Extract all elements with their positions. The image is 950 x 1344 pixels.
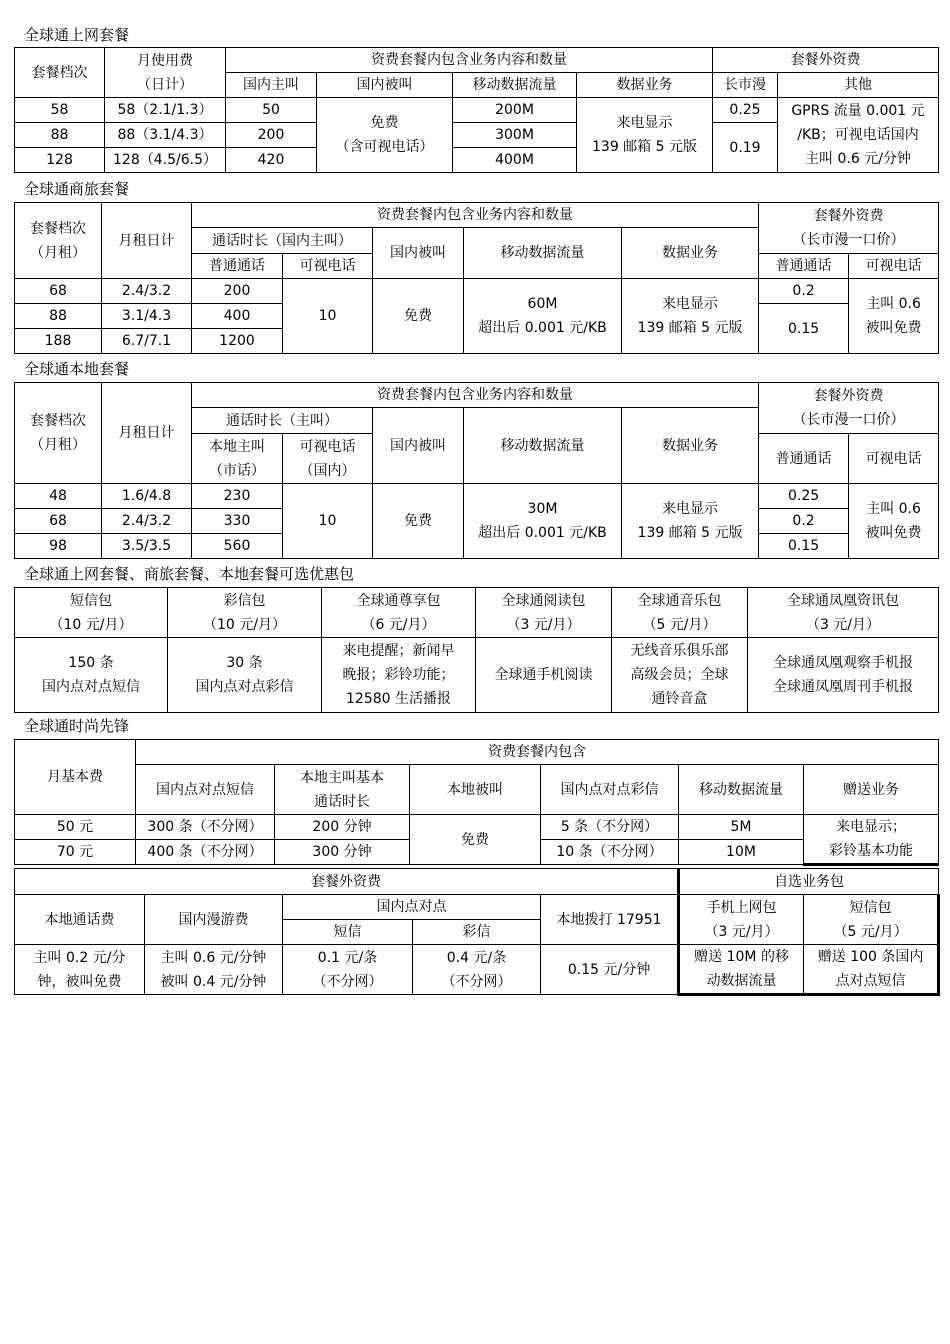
cell-call: 420 xyxy=(226,148,317,173)
cell-receive: 免费 xyxy=(373,279,464,354)
cell-fee: 88（3.1/4.3） xyxy=(105,123,226,148)
header-p2p: 国内点对点 xyxy=(283,895,541,920)
fashion-outside-table xyxy=(14,868,940,996)
header-video-call: 可视电话 （国内） xyxy=(283,434,373,484)
pack-mms-header: 彩信包 （10 元/月） xyxy=(168,588,322,638)
cell-fee: 58（2.1/1.3） xyxy=(105,98,226,123)
header-daily: 月租日计 xyxy=(102,203,192,279)
cell-daily: 1.6/4.8 xyxy=(102,484,192,509)
cell-daily: 2.4/3.2 xyxy=(102,509,192,534)
pack-mms-content: 30 条 国内点对点彩信 xyxy=(168,638,322,713)
cell-outside-normal: 0.2 xyxy=(759,509,849,534)
header-outside-normal: 普通通话 xyxy=(759,434,849,484)
header-outside-normal: 普通通话 xyxy=(759,254,849,279)
cell-local-receive: 免费 xyxy=(410,815,541,865)
cell-tier: 48 xyxy=(15,484,102,509)
header-outside-video: 可视电话 xyxy=(849,254,939,279)
cell-data: 300M xyxy=(453,123,577,148)
header-receive: 国内被叫 xyxy=(373,228,464,279)
header-roaming-fee: 国内漫游费 xyxy=(145,895,283,945)
header-long-local-roam: 长市漫 xyxy=(713,73,778,98)
online-plan-table xyxy=(14,47,939,173)
section-title-optional-packs: 全球通上网套餐、商旅套餐、本地套餐可选优惠包 xyxy=(24,565,355,583)
table-row xyxy=(15,945,939,995)
table-row xyxy=(15,484,939,509)
cell-outside-mms: 0.4 元/条 （不分网） xyxy=(413,945,541,995)
header-optional-packs: 自选业务包 xyxy=(679,869,939,895)
header-sms: 国内点对点短信 xyxy=(136,765,275,815)
header-included: 资费套餐内包含业务内容和数量 xyxy=(192,203,759,228)
cell-other: GPRS 流量 0.001 元 /KB；可视电话国内 主叫 0.6 元/分钟 xyxy=(778,98,939,173)
header-data-traffic: 移动数据流量 xyxy=(453,73,577,98)
header-call-time: 通话时长（国内主叫） xyxy=(192,228,373,254)
header-domestic-call: 国内主叫 xyxy=(226,73,317,98)
cell-outside-normal: 0.15 xyxy=(759,304,849,354)
cell-data: 200M xyxy=(453,98,577,123)
header-local-time: 本地主叫基本 通话时长 xyxy=(275,765,410,815)
section-title-business: 全球通商旅套餐 xyxy=(24,180,130,198)
cell-gift: 来电显示； 彩铃基本功能 xyxy=(804,815,939,865)
table-row xyxy=(15,98,939,123)
header-net-pack: 手机上网包 （3 元/月） xyxy=(679,895,804,945)
cell-tier: 88 xyxy=(15,304,102,329)
cell-local-call-fee: 主叫 0.2 元/分 钟，被叫免费 xyxy=(15,945,145,995)
cell-tier: 68 xyxy=(15,279,102,304)
cell-call: 200 xyxy=(226,123,317,148)
cell-tier: 128 xyxy=(15,148,105,173)
header-data-traffic: 移动数据流量 xyxy=(464,408,622,484)
header-local-call-fee: 本地通话费 xyxy=(15,895,145,945)
cell-tier: 188 xyxy=(15,329,102,354)
business-plan-table xyxy=(14,202,939,354)
cell-receive: 免费 （含可视电话） xyxy=(317,98,453,173)
cell-video: 10 xyxy=(283,279,373,354)
cell-data-service: 来电显示 139 邮箱 5 元版 xyxy=(622,484,759,559)
pack-music-header: 全球通音乐包 （5 元/月） xyxy=(612,588,748,638)
cell-base: 70 元 xyxy=(15,840,136,865)
pack-sms-header: 短信包 （10 元/月） xyxy=(15,588,168,638)
header-outside: 套餐外资费 （长市漫一口价） xyxy=(759,383,939,434)
table-row xyxy=(15,815,939,840)
cell-outside-sms: 0.1 元/条 （不分网） xyxy=(283,945,413,995)
header-included: 资费套餐内包含业务内容和数量 xyxy=(226,48,713,73)
cell-time: 300 分钟 xyxy=(275,840,410,865)
header-included: 资费套餐内包含 xyxy=(136,740,939,765)
header-outside: 套餐外资费 xyxy=(713,48,939,73)
cell-data: 5M xyxy=(679,815,804,840)
header-receive: 国内被叫 xyxy=(373,408,464,484)
cell-fee: 128（4.5/6.5） xyxy=(105,148,226,173)
header-outside: 套餐外资费 xyxy=(15,869,679,895)
header-outside-mms: 彩信 xyxy=(413,920,541,945)
cell-sms-pack: 赠送 100 条国内 点对点短信 xyxy=(804,945,939,995)
header-data-service: 数据业务 xyxy=(622,228,759,279)
cell-time: 200 分钟 xyxy=(275,815,410,840)
cell-daily: 3.5/3.5 xyxy=(102,534,192,559)
optional-packs-table xyxy=(14,587,939,713)
pack-phoenix-content: 全球通凤凰观察手机报 全球通凤凰周刊手机报 xyxy=(748,638,939,713)
cell-tier: 88 xyxy=(15,123,105,148)
cell-daily: 2.4/3.2 xyxy=(102,279,192,304)
header-sms-pack: 短信包 （5 元/月） xyxy=(804,895,939,945)
cell-normal: 1200 xyxy=(192,329,283,354)
cell-outside-normal: 0.25 xyxy=(759,484,849,509)
fashion-plan-table xyxy=(14,739,939,866)
section-title-local: 全球通本地套餐 xyxy=(24,360,130,378)
cell-17951: 0.15 元/分钟 xyxy=(541,945,679,995)
cell-data: 400M xyxy=(453,148,577,173)
section-title-online: 全球通上网套餐 xyxy=(24,26,130,44)
cell-tier: 58 xyxy=(15,98,105,123)
cell-mms: 5 条（不分网） xyxy=(541,815,679,840)
header-outside-sms: 短信 xyxy=(283,920,413,945)
cell-data-service: 来电显示 139 邮箱 5 元版 xyxy=(577,98,713,173)
cell-base: 50 元 xyxy=(15,815,136,840)
header-tier: 套餐档次 xyxy=(15,48,105,98)
cell-data-service: 来电显示 139 邮箱 5 元版 xyxy=(622,279,759,354)
cell-receive: 免费 xyxy=(373,484,464,559)
cell-daily: 6.7/7.1 xyxy=(102,329,192,354)
pack-reading-content: 全球通手机阅读 xyxy=(476,638,612,713)
header-17951: 本地拨打 17951 xyxy=(541,895,679,945)
cell-call: 50 xyxy=(226,98,317,123)
header-monthly-fee: 月使用费 （日计） xyxy=(105,48,226,98)
header-outside-video: 可视电话 xyxy=(849,434,939,484)
cell-sms: 400 条（不分网） xyxy=(136,840,275,865)
cell-tier: 68 xyxy=(15,509,102,534)
cell-normal: 400 xyxy=(192,304,283,329)
header-base-fee: 月基本费 xyxy=(15,740,136,815)
table-row xyxy=(15,279,939,304)
cell-roaming-fee: 主叫 0.6 元/分钟 被叫 0.4 元/分钟 xyxy=(145,945,283,995)
cell-video: 10 xyxy=(283,484,373,559)
header-mms: 国内点对点彩信 xyxy=(541,765,679,815)
cell-local: 230 xyxy=(192,484,283,509)
pack-music-content: 无线音乐俱乐部 高级会员；全球 通铃音盒 xyxy=(612,638,748,713)
pack-premium-header: 全球通尊享包 （6 元/月） xyxy=(322,588,476,638)
cell-tier: 98 xyxy=(15,534,102,559)
header-daily: 月租日计 xyxy=(102,383,192,484)
header-local-receive: 本地被叫 xyxy=(410,765,541,815)
cell-mms: 10 条（不分网） xyxy=(541,840,679,865)
cell-data: 10M xyxy=(679,840,804,865)
header-data-traffic: 移动数据流量 xyxy=(464,228,622,279)
header-data-service: 数据业务 xyxy=(577,73,713,98)
header-tier: 套餐档次 （月租） xyxy=(15,203,102,279)
header-normal-call: 普通通话 xyxy=(192,254,283,279)
header-included: 资费套餐内包含业务内容和数量 xyxy=(192,383,759,408)
cell-ld: 0.19 xyxy=(713,123,778,173)
cell-outside-video: 主叫 0.6 被叫免费 xyxy=(849,484,939,559)
cell-normal: 200 xyxy=(192,279,283,304)
cell-daily: 3.1/4.3 xyxy=(102,304,192,329)
cell-net-pack: 赠送 10M 的移 动数据流量 xyxy=(679,945,804,995)
cell-data: 60M 超出后 0.001 元/KB xyxy=(464,279,622,354)
section-title-fashion: 全球通时尚先锋 xyxy=(24,717,130,735)
header-data-service: 数据业务 xyxy=(622,408,759,484)
cell-local: 560 xyxy=(192,534,283,559)
cell-sms: 300 条（不分网） xyxy=(136,815,275,840)
header-outside: 套餐外资费 （长市漫一口价） xyxy=(759,203,939,254)
cell-ld: 0.25 xyxy=(713,98,778,123)
header-data-traffic: 移动数据流量 xyxy=(679,765,804,815)
cell-local: 330 xyxy=(192,509,283,534)
header-call-time: 通话时长（主叫） xyxy=(192,408,373,434)
pack-reading-header: 全球通阅读包 （3 元/月） xyxy=(476,588,612,638)
header-tier: 套餐档次 （月租） xyxy=(15,383,102,484)
header-local-call: 本地主叫 （市话） xyxy=(192,434,283,484)
local-plan-table xyxy=(14,382,939,559)
cell-outside-video: 主叫 0.6 被叫免费 xyxy=(849,279,939,354)
pack-sms-content: 150 条 国内点对点短信 xyxy=(15,638,168,713)
cell-outside-normal: 0.2 xyxy=(759,279,849,304)
header-gift: 赠送业务 xyxy=(804,765,939,815)
pack-phoenix-header: 全球通凤凰资讯包 （3 元/月） xyxy=(748,588,939,638)
header-other: 其他 xyxy=(778,73,939,98)
header-domestic-receive: 国内被叫 xyxy=(317,73,453,98)
pack-premium-content: 来电提醒；新闻早 晚报；彩铃功能； 12580 生活播报 xyxy=(322,638,476,713)
header-video-call: 可视电话 xyxy=(283,254,373,279)
cell-outside-normal: 0.15 xyxy=(759,534,849,559)
cell-data: 30M 超出后 0.001 元/KB xyxy=(464,484,622,559)
